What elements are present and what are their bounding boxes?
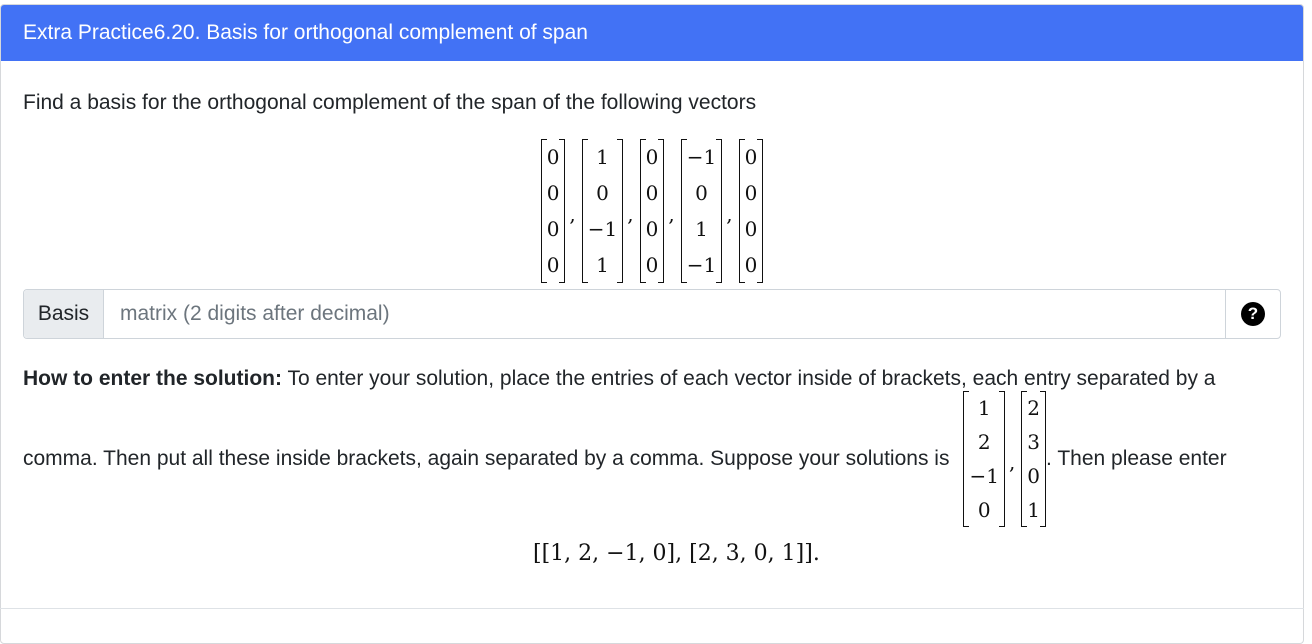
instructions-text: comma. Then put all these inside brackets, again separated by a comma. Suppose your solutions is [23, 447, 950, 470]
divider [0, 608, 1304, 609]
vector-entry: 0 [546, 145, 560, 169]
example-vectors [963, 391, 1046, 527]
vector-entry: 2 [977, 430, 991, 454]
vector-entry: 0 [977, 498, 991, 522]
vector-entry: −1 [686, 253, 717, 277]
vector-entry: −1 [686, 145, 717, 169]
comma: , [569, 202, 576, 226]
vector-entry: 1 [596, 253, 609, 277]
instructions-line-1 [23, 367, 1215, 391]
vector-entry: 0 [546, 181, 560, 205]
vector-entry: 1 [1027, 498, 1041, 522]
vector-1 [541, 139, 566, 283]
exercise-title: Extra Practice6.20. Basis for orthogonal complement of span [23, 21, 588, 44]
vector-entry: 1 [977, 396, 991, 420]
vector-entry: 0 [744, 217, 758, 241]
card-header [1, 5, 1303, 61]
comma: , [726, 202, 733, 226]
vector-entry: 0 [744, 181, 758, 205]
example-entry: [[1, 2, −1, 0], [2, 3, 0, 1]]. [533, 541, 820, 566]
vector-list [23, 139, 1281, 283]
instructions-line-2 [23, 391, 1283, 527]
vector-entry: 0 [645, 145, 659, 169]
vector-entry: 0 [744, 145, 758, 169]
vector-entry: 3 [1027, 430, 1041, 454]
basis-label: Basis [24, 290, 104, 338]
vector-2 [582, 139, 623, 283]
instructions-heading: How to enter the solution: [23, 367, 282, 390]
vector-entry: 0 [645, 181, 659, 205]
vector-5 [739, 139, 764, 283]
vector-entry: 0 [695, 181, 708, 205]
comma: , [1008, 450, 1016, 474]
instructions-text: To enter your solution, place the entries of each vector inside of brackets, each entry separated by a [281, 367, 1216, 390]
comma: , [668, 202, 675, 226]
vector-entry: 1 [695, 217, 708, 241]
help-button[interactable] [1225, 290, 1280, 338]
vector-3 [640, 139, 665, 283]
answer-input-group [23, 289, 1281, 339]
vector-entry: 0 [645, 217, 659, 241]
question-circle-icon[interactable]: ? [1241, 302, 1265, 326]
basis-input[interactable] [104, 289, 1225, 339]
vector-entry: 0 [546, 217, 560, 241]
example-vector-1 [963, 391, 1004, 527]
vector-entry: 0 [546, 253, 560, 277]
vector-entry: 1 [596, 145, 609, 169]
question-prompt: Find a basis for the orthogonal complement of the span of the following vectors [23, 91, 757, 114]
vector-entry: 0 [596, 181, 609, 205]
comma: , [627, 202, 634, 226]
vector-entry: 0 [1027, 464, 1041, 488]
vector-entry: −1 [587, 217, 618, 241]
vector-entry: −1 [969, 464, 999, 488]
vector-entry: 0 [645, 253, 659, 277]
vector-entry: 0 [744, 253, 758, 277]
example-vector-2 [1021, 391, 1046, 527]
exercise-card [0, 4, 1304, 644]
vector-4 [681, 139, 722, 283]
instructions-text: . Then please enter [1046, 447, 1227, 470]
vector-entry: 2 [1027, 396, 1041, 420]
